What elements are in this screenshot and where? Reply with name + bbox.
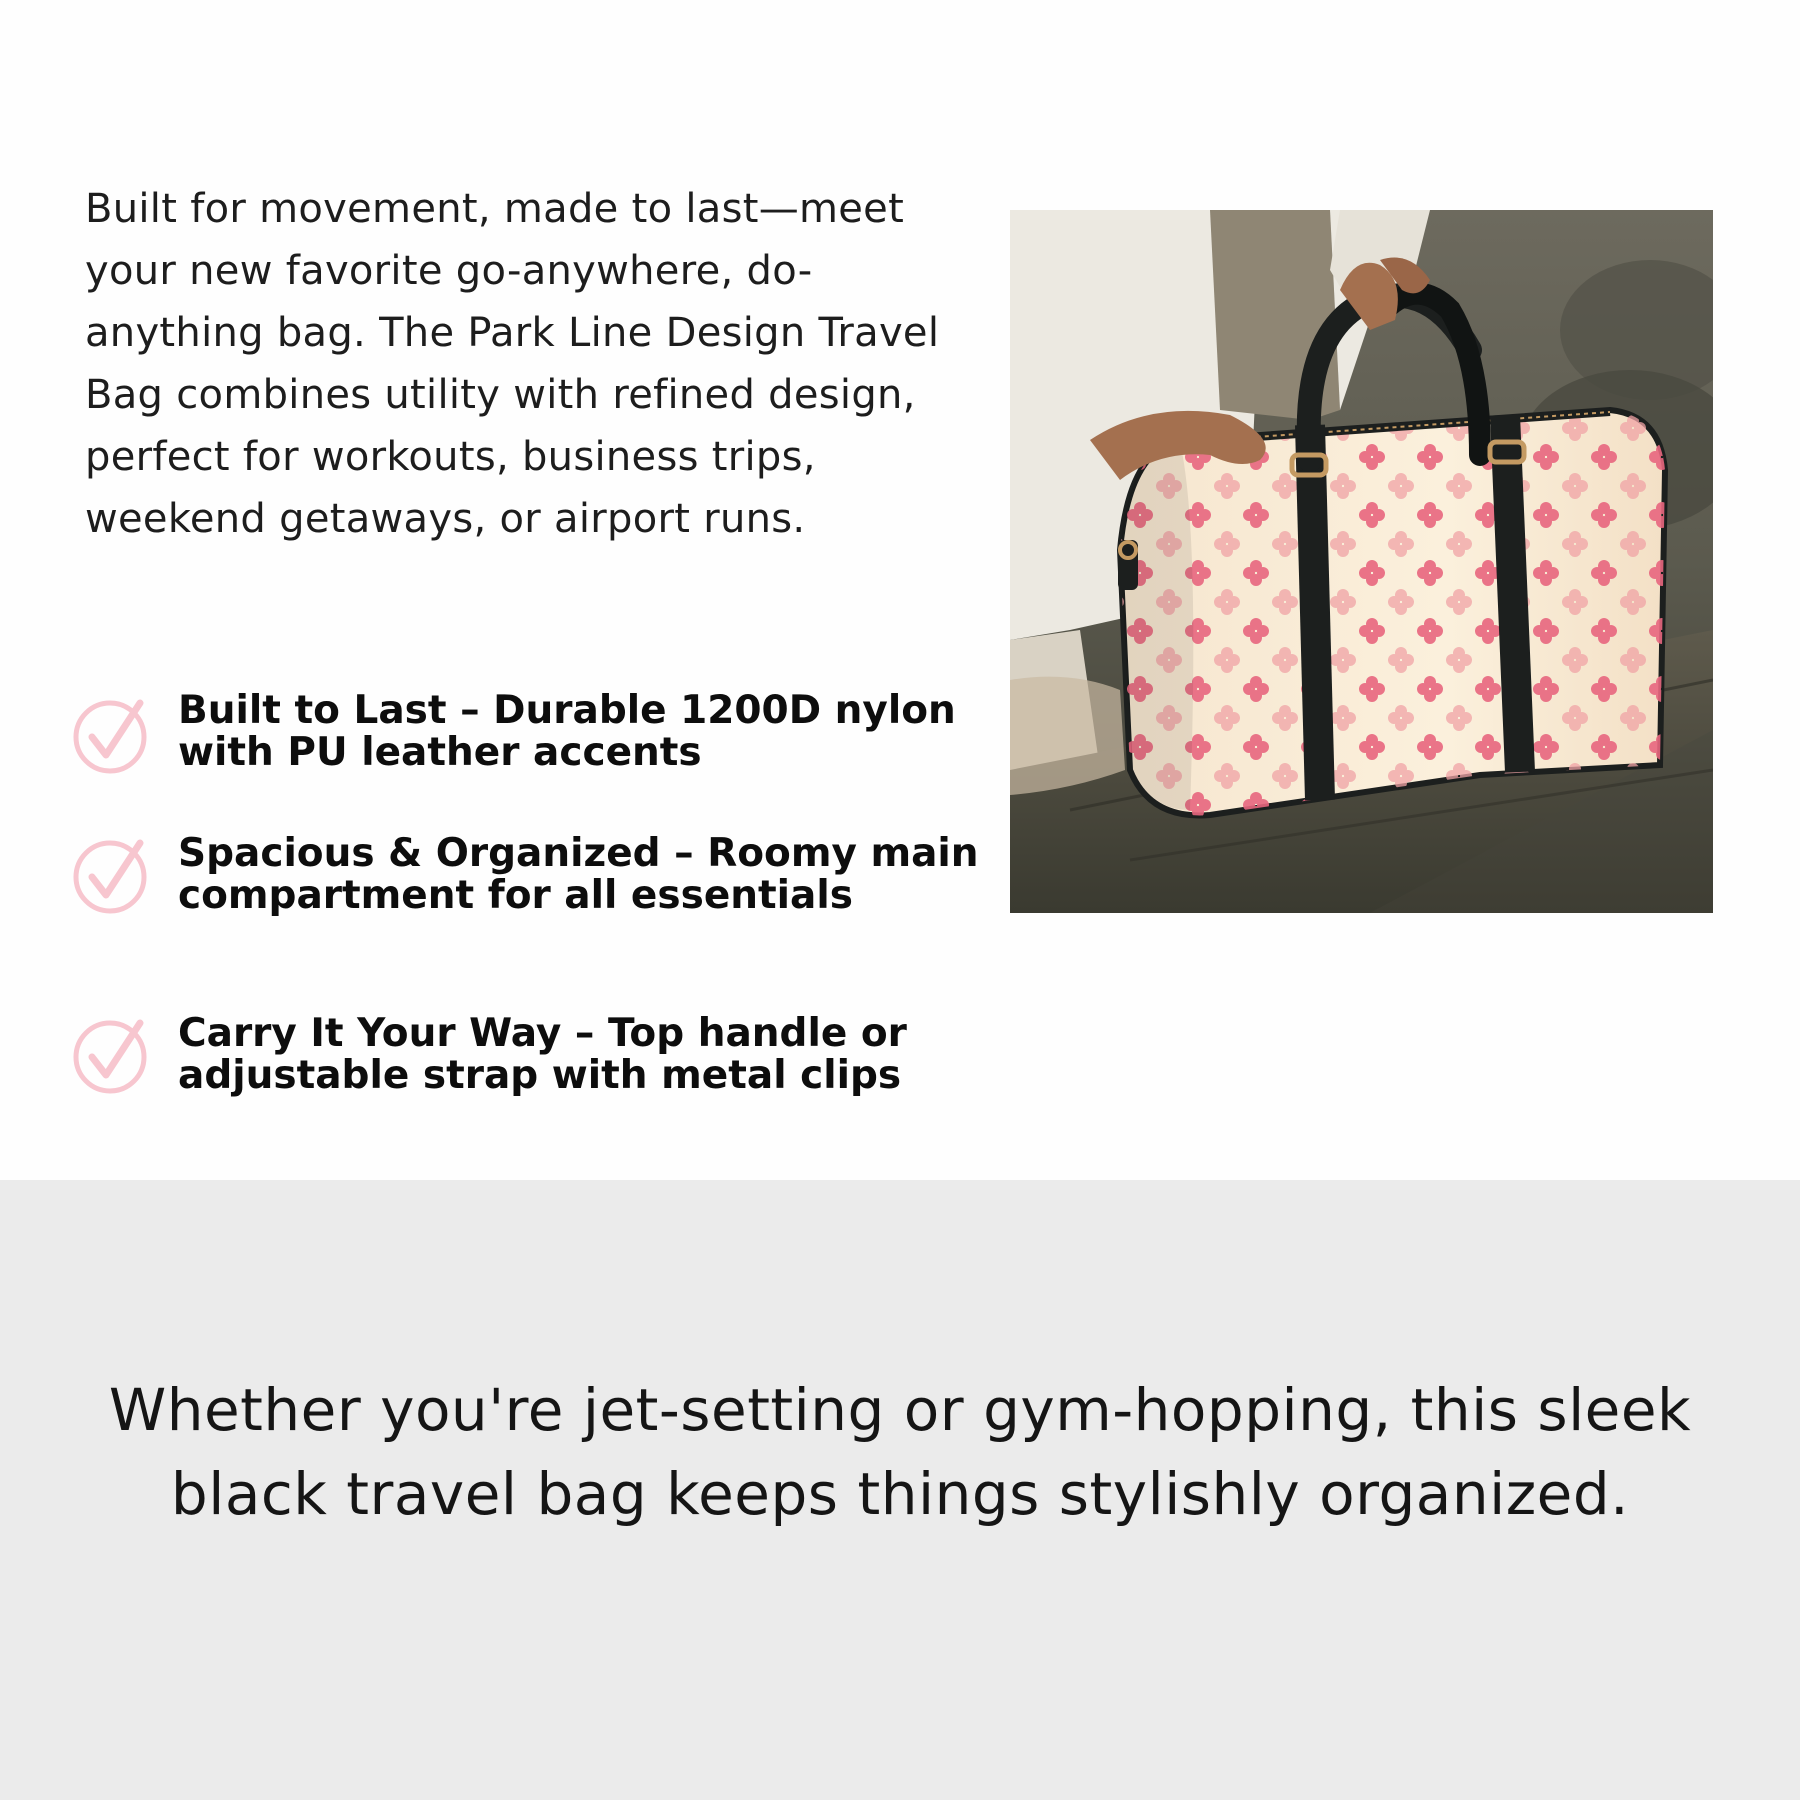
feature-text: Spacious & Organized – Roomy main compartment for all essentials <box>178 831 979 918</box>
checkmark-circle-icon <box>70 1013 154 1097</box>
closing-statement: Whether you're jet-setting or gym-hopping, this sleek black travel bag keeps things stylishly organized. <box>108 1376 1692 1528</box>
product-photo <box>1010 210 1713 913</box>
checkmark-circle-icon <box>70 693 154 777</box>
feature-text: Carry It Your Way – Top handle or adjustable strap with metal clips <box>178 1011 907 1098</box>
intro-paragraph: Built for movement, made to last—meet your new favorite go-anywhere, do-anything bag. The Park Line Design Travel Bag combines utility with refined design, perfect for workouts, business trips, weekend getaways, or airport runs. <box>85 186 940 542</box>
checkmark-circle-icon <box>70 833 154 917</box>
feature-text: Built to Last – Durable 1200D nylon with PU leather accents <box>178 688 956 775</box>
